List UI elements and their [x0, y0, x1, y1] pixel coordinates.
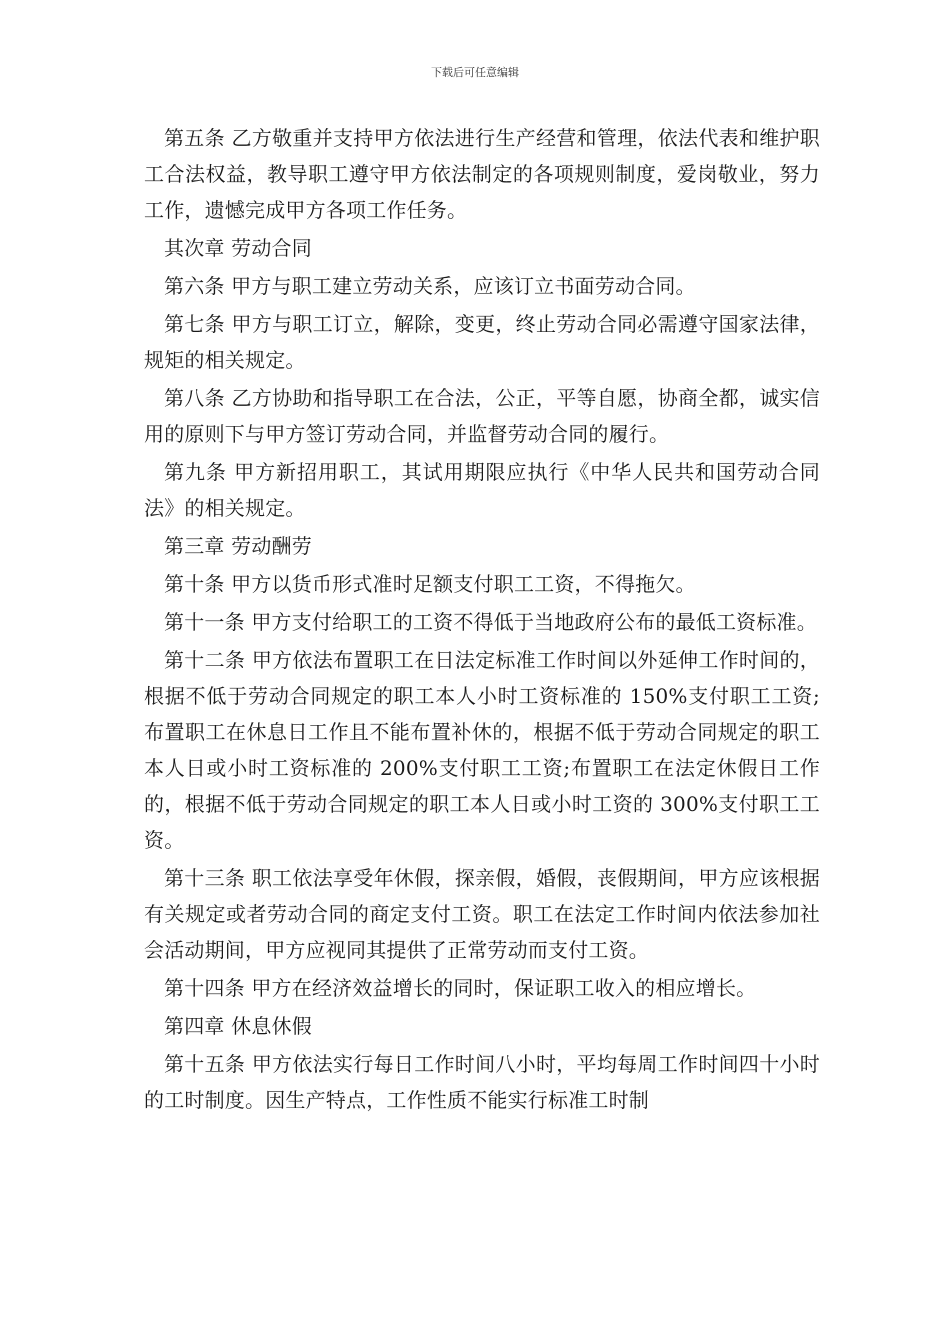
article-13: 第十三条 职工依法享受年休假，探亲假，婚假，丧假期间，甲方应该根据有关规定或者劳动合同的商定支付工资。职工在法定工作时间内依法参加社会活动期间，甲方应视同其提供了正常劳动而支付工资。: [144, 866, 820, 962]
article-7: 第七条 甲方与职工订立，解除，变更，终止劳动合同必需遵守国家法律，规矩的相关规定。: [144, 312, 820, 372]
chapter-2-heading: 其次章 劳动合同: [164, 236, 312, 260]
article-12: 第十二条 甲方依法布置职工在日法定标准工作时间以外延伸工作时间的，根据不低于劳动合同规定的职工本人小时工资标准的 150%支付职工工资;布置职工在休息日工作且不能布置补休的，根据不低于劳动合同规定的职工本人日或小时工资标准的 200%支付职工工资;布置职工在法定休假日工作的，根据不低于劳动合同规定的职工本人日或小时工资的 300%支付职工工资。: [144, 648, 820, 852]
chapter-4-heading: 第四章 休息休假: [164, 1014, 312, 1038]
article-9: 第九条 甲方新招用职工，其试用期限应执行《中华人民共和国劳动合同法》的相关规定。: [144, 460, 820, 520]
page-header: 下载后可任意编辑: [431, 66, 519, 79]
document-body: [144, 120, 820, 1120]
article-8: 第八条 乙方协助和指导职工在合法，公正，平等自愿，协商全都，诚实信用的原则下与甲方签订劳动合同，并监督劳动合同的履行。: [144, 386, 820, 446]
article-14: 第十四条 甲方在经济效益增长的同时，保证职工收入的相应增长。: [164, 976, 757, 1000]
article-6: 第六条 甲方与职工建立劳动关系，应该订立书面劳动合同。: [164, 274, 696, 298]
article-5: 第五条 乙方敬重并支持甲方依法进行生产经营和管理，依法代表和维护职工合法权益，教导职工遵守甲方依法制定的各项规则制度，爱岗敬业，努力工作，遗憾完成甲方各项工作任务。: [144, 126, 820, 222]
article-11: 第十一条 甲方支付给职工的工资不得低于当地政府公布的最低工资标准。: [164, 610, 817, 634]
article-15: 第十五条 甲方依法实行每日工作时间八小时，平均每周工作时间四十小时的工时制度。因生产特点，工作性质不能实行标准工时制: [144, 1052, 820, 1112]
chapter-3-heading: 第三章 劳动酬劳: [164, 534, 312, 558]
article-10: 第十条 甲方以货币形式准时足额支付职工工资，不得拖欠。: [164, 572, 696, 596]
